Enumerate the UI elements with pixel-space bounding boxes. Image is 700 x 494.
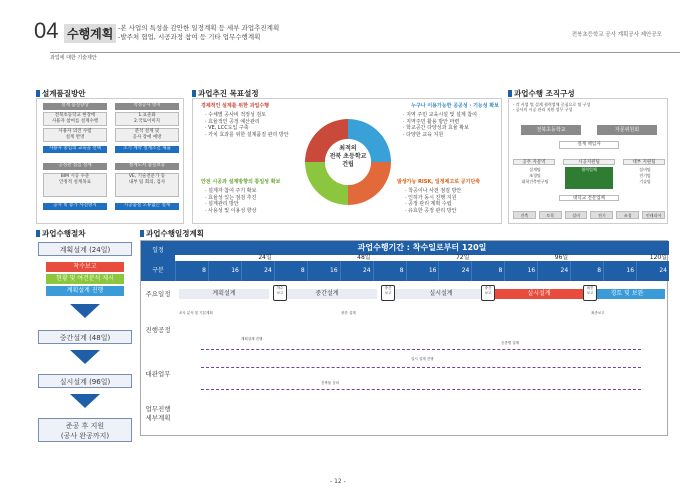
milestone-label: 72일: [455, 254, 470, 261]
org-bottom-box: 토목: [539, 211, 562, 219]
quality-g1-head: 설계 품질향상: [43, 103, 107, 110]
section-number: 04: [34, 18, 59, 43]
page-header: [14, 6, 686, 70]
org-right-head: 대부 지원팀: [623, 159, 665, 165]
quality-g3-b: 공사 비 증가 사전방지: [43, 203, 107, 210]
day-cell: 24: [340, 261, 373, 281]
quality-g2-a: 1.표준화 2.국토이미지: [115, 112, 179, 126]
org-mid-block: 협력업체: [565, 167, 613, 189]
period-banner: 과업수행기간 : 착수일로부터 120일: [175, 241, 669, 255]
day-cell: 8: [570, 261, 603, 281]
org-panel: [508, 98, 668, 224]
day-cell: 16: [504, 261, 537, 281]
schedule-note: 최종보고: [591, 311, 605, 315]
quality-g2-c: 조기 계약 설계조건 제출: [115, 146, 179, 153]
quality-g1-b: 사용자 의견 수렴 설계 반영: [43, 128, 107, 142]
org-right-items: [625, 167, 665, 185]
quality-g3-a: BIM 시공 수준 안정적 설계목표: [43, 173, 107, 197]
org-left-head: 공무 자문역: [513, 159, 555, 165]
goal-br-item: · 착공이나 사전 점검 방안: [405, 188, 462, 194]
day-cell: 8: [274, 261, 307, 281]
milestone-label: 96일: [554, 254, 569, 261]
goal-br-item: · 공정 관리 계획 수립: [405, 201, 452, 207]
org-intro: - 각 사업 별 설계 협력업체 중심으로 팀 구성 - 공사의 시공 관리 지원 업무 구성: [513, 102, 591, 112]
day-cell: 8: [175, 261, 208, 281]
report-marker: 최종 보고: [583, 285, 597, 301]
document-title: 전북초등학교 공사 계획공사 제안공모: [571, 32, 662, 38]
org-right-item: 기술팀: [639, 179, 651, 184]
goal-tr-item: · 다양한 교육 지원: [403, 131, 444, 138]
day-cell: 16: [208, 261, 241, 281]
goal-br-title: 발생가능 RISK, 일정제고로 공기단축: [397, 179, 481, 185]
schedule-note: 계획설계 진행: [241, 337, 263, 341]
milestone-label: 48일: [357, 254, 371, 261]
goal-bl-title: 안전 시공과 설계방향의 통일성 확보: [201, 179, 281, 185]
goal-tl-item: · 수체별 공사비 적정성 검토: [205, 112, 267, 118]
goal-tr-title: 누구나 이용가능한 공공성 · 기능성 확보: [411, 103, 499, 109]
section-title: 수행계획: [64, 24, 116, 43]
org-right-item: 설비팀: [639, 167, 651, 172]
procedure-step: 준공 후 지원 (공사 완공까지): [38, 418, 132, 442]
goal-br-item: · 유효한 공정 관리 방안: [405, 207, 457, 214]
goal-br-list: [405, 188, 501, 214]
page-number: - 12 -: [330, 478, 346, 485]
day-cell: 8: [373, 261, 406, 281]
header-subtitle: 과업에 대한 기술제안: [50, 55, 97, 61]
schedule-grid: [140, 240, 668, 436]
schedule-heading: 과업수행일정계획: [140, 228, 204, 239]
milestone-label: 24일: [258, 254, 272, 261]
quality-g3-head: 공정관 점검 설계: [43, 163, 107, 170]
goal-tl-item: · 효율적인 공정 예산관리: [205, 118, 260, 125]
report-marker: 중간 보고: [481, 285, 495, 301]
quality-g1-c: 사용자 중심의 교육을 선택: [43, 146, 107, 153]
milestone-label: 120일: [649, 254, 667, 261]
schedule-note: 조사 분석 및 기본계획: [179, 311, 213, 315]
org-right-item: 전기팀: [639, 173, 651, 178]
org-bottom-box: 설비: [565, 211, 588, 219]
goal-tl-title: 경제적인 설계를 위한 과업수행: [201, 103, 270, 109]
goal-br-item: · 인허가 동시 진행 지원: [405, 194, 457, 201]
day-cell: 24: [438, 261, 471, 281]
quality-g2-head: 적정공사 방지: [115, 103, 179, 110]
section-description: -본 사업의 특성을 감안한 일정계획 등 세부 과업추진계획 -발주처 협업, 시공과정 참여 등 기타 업무수행계획: [118, 24, 280, 41]
schedule-note: 건축물 심의: [321, 381, 340, 385]
org-mid-head: 시공지원팀: [563, 159, 615, 165]
flow-arrow-icon: [70, 394, 100, 408]
report-marker: 중간 보고: [381, 285, 395, 301]
day-cell: 8: [471, 261, 504, 281]
goals-panel: [192, 98, 502, 224]
quality-g4-b: 시공품질 오류없는 설계: [115, 203, 179, 210]
org-left-items: [515, 167, 555, 185]
org-left-item: 조경팀: [529, 173, 541, 178]
day-cell: 16: [406, 261, 439, 281]
org-bottom-box: 전기: [590, 211, 613, 219]
org-pm: 설계 책임자: [559, 141, 619, 149]
procedure-heading: 과업수행절차: [36, 228, 85, 239]
goals-center: 최적의 전북 초등학교 건립: [329, 145, 367, 168]
goals-heading: 과업추진 목표설정: [192, 88, 259, 99]
goal-tl-item: · 가치 효과를 위한 설계품질 관리 방안: [205, 131, 289, 138]
goal-tr-list: [403, 112, 499, 138]
goal-bl-item: · 설계자 참여 주기 확보: [205, 188, 257, 194]
day-cell: 16: [603, 261, 636, 281]
schedule-note: 공종별 설계: [501, 341, 520, 345]
phase-bar: 계획설계: [179, 289, 269, 299]
col-schedule: 일정: [141, 241, 175, 261]
row-related: 대관업무: [145, 370, 171, 378]
procedure-step: 중간설계 (48일): [38, 330, 132, 344]
org-sub2: 대학교 전문업체: [559, 195, 619, 201]
flow-arrow-icon: [70, 304, 100, 318]
row-main: 주요일정: [145, 290, 171, 298]
goal-tr-item: · 학교공간 다양성과 효율 확보: [403, 125, 469, 131]
goal-tl-item: · VE, LCC도입 구축: [205, 125, 249, 131]
quality-g4-head: 설계도서 품질보증: [115, 163, 179, 170]
goal-tr-item: · 지역주민 활용 방안 마련: [403, 118, 460, 125]
org-left-item: 설계팀: [529, 167, 541, 172]
quality-g2-b: 분석 설계 및 공사 장애 예방: [115, 128, 179, 142]
procedure-step: 실시설계 (96일): [38, 374, 132, 388]
org-top-right: 자문위원회: [597, 125, 657, 135]
org-heading: 과업수행 조직구성: [508, 88, 575, 99]
day-cell: 16: [307, 261, 340, 281]
design-quality-heading: 설계품질방안: [36, 88, 85, 99]
procedure-substep: 계획설계 진행: [46, 286, 124, 296]
design-quality-panel: [36, 98, 184, 224]
row-detail: 업무진행 세부계획: [145, 405, 171, 422]
procedure-step: 계획설계 (24일): [38, 242, 132, 256]
procedure-substep: 착수보고: [46, 262, 124, 272]
org-top-left: 전북초등학교: [521, 125, 581, 135]
quality-g4-a: VE, 기술전문가 등 내부 팀 회의, 검사: [115, 173, 179, 197]
day-cell: 24: [241, 261, 274, 281]
goal-tr-item: · 지역 주민 교육시설 및 설계 참여: [403, 112, 477, 118]
flow-arrow-icon: [70, 350, 100, 364]
goal-bl-item: · 사용성 및 이용성 향상: [205, 207, 257, 214]
schedule-note: 실시 설계 진행: [411, 357, 434, 361]
goal-bl-list: [205, 188, 301, 214]
phase-bar: 경토 및 보완: [589, 289, 665, 299]
phase-bar: 실시설계: [491, 289, 587, 299]
goal-bl-item: · 효율성 있는 점검 추진: [205, 194, 257, 201]
day-cell: 24: [537, 261, 570, 281]
schedule-note: 중간 설계: [341, 311, 356, 315]
org-bottom-box: 건축: [513, 211, 536, 219]
phase-bar: 중간설계: [277, 289, 377, 299]
quality-g1-a: 전북초등학교 현장에 사용자 참여를 설계수행: [43, 112, 107, 126]
goal-tl-list: [205, 112, 301, 138]
col-section: 구분: [141, 261, 175, 281]
report-marker: 착수 보고: [273, 285, 287, 301]
procedure-substep: 현황 및 여건분석 제시: [46, 274, 124, 284]
org-left-item: 대학건축연구팀: [521, 179, 549, 184]
org-bottom-row: [513, 211, 665, 219]
org-bottom-box: 인테리어: [642, 211, 665, 219]
day-cell: 24: [636, 261, 669, 281]
row-progress: 진행공정: [145, 326, 171, 334]
goal-bl-item: · 설계관리 방안: [205, 201, 239, 207]
phase-bar: 실시설계: [393, 289, 489, 299]
org-bottom-box: 조경: [616, 211, 639, 219]
